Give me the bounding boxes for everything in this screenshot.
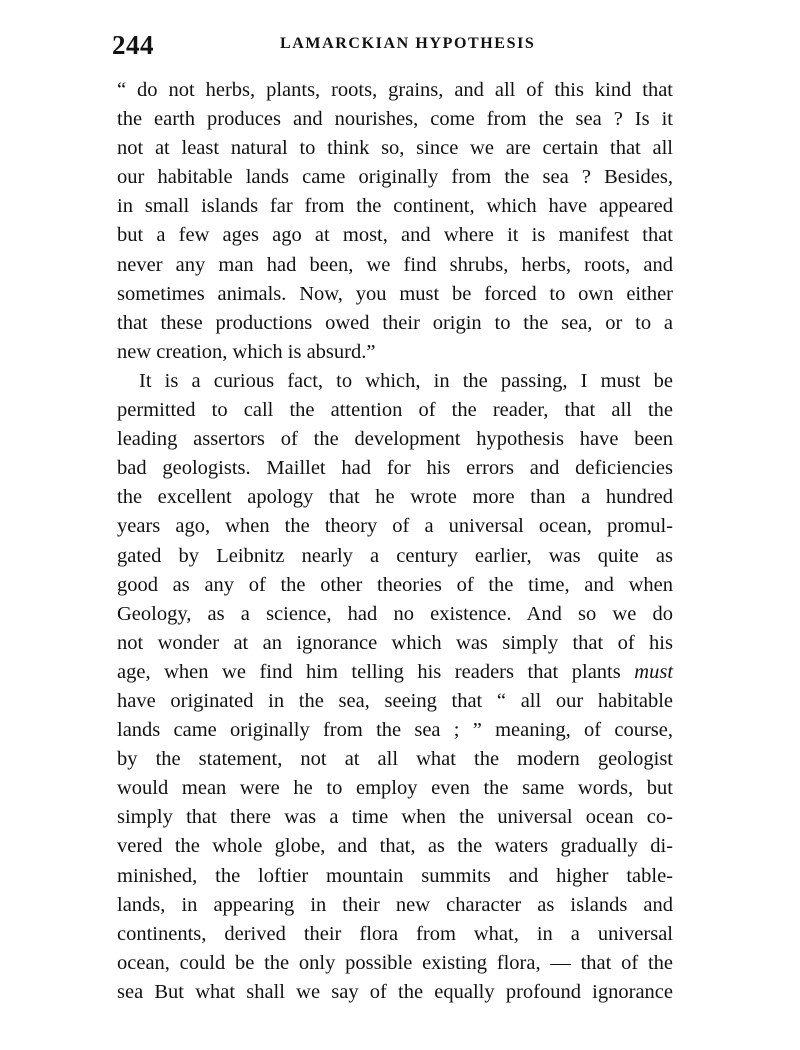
text-line: new creation, which is absurd.” [117, 340, 376, 363]
text-line: by the statement, not at all what the modern geologist [117, 748, 673, 771]
text-line: sometimes animals. Now, you must be forced to own either [117, 282, 673, 305]
text-line: “ do not herbs, plants, roots, grains, and all of this kind that [117, 79, 673, 101]
running-title: LAMARCKIAN HYPOTHESIS [280, 35, 536, 52]
text-line: bad geologists. Maillet had for his errors and deficiencies [117, 457, 673, 480]
text-line: that these productions owed their origin to the sea, or to a [117, 311, 673, 334]
text-line: the excellent apology that he wrote more than a hundred [117, 486, 673, 509]
text-line: never any man had been, we find shrubs, herbs, roots, and [117, 253, 673, 276]
page-header [112, 30, 672, 60]
text-line: our habitable lands came originally from the sea ? Besides, [117, 166, 673, 189]
text-line: simply that there was a time when the universal ocean co- [117, 806, 673, 829]
text-line: in small islands far from the continent, which have appeared [117, 195, 673, 218]
page-number: 244 [112, 30, 154, 60]
text-line: would mean were he to employ even the same words, but [117, 777, 673, 800]
text-line: permitted to call the attention of the reader, that all the [117, 399, 673, 422]
text-line: good as any of the other theories of the time, and when [117, 573, 673, 596]
text-line-with-italic [117, 658, 673, 687]
italic-word: must [634, 660, 674, 683]
text-line: the earth produces and nourishes, come from the sea ? Is it [117, 108, 673, 131]
text-line: not wonder at an ignorance which was simply that of his [117, 631, 673, 654]
text-line: leading assertors of the development hypothesis have been [117, 428, 673, 451]
text-line: not at least natural to think so, since we are certain that all [117, 137, 673, 160]
text-line: have originated in the sea, seeing that “ all our habitable [117, 689, 673, 712]
text-line: minished, the loftier mountain summits and higher table- [117, 864, 673, 887]
paragraph-first-line: It is a curious fact, to which, in the passing, I must be [139, 369, 673, 392]
text-line: Geology, as a science, had no existence. And so we do [117, 602, 673, 625]
text-line: years ago, when the theory of a universal ocean, promul- [117, 515, 673, 538]
text-line: ocean, could be the only possible existing flora, — that of the [117, 951, 673, 974]
text-line: vered the whole globe, and that, as the waters gradually di- [117, 835, 673, 858]
text-line: continents, derived their flora from what, in a universal [117, 922, 673, 945]
text-line: but a few ages ago at most, and where it is manifest that [117, 224, 673, 247]
text-line: lands, in appearing in their new character as islands and [117, 893, 673, 916]
body-text [117, 76, 673, 1007]
text-line: lands came originally from the sea ; ” meaning, of course, [117, 719, 673, 742]
text-span: age, when we find him telling his readers that plants [117, 660, 621, 683]
text-line: sea But what shall we say of the equally profound ignorance [117, 980, 673, 1003]
text-line: gated by Leibnitz nearly a century earlier, was quite as [117, 544, 673, 567]
